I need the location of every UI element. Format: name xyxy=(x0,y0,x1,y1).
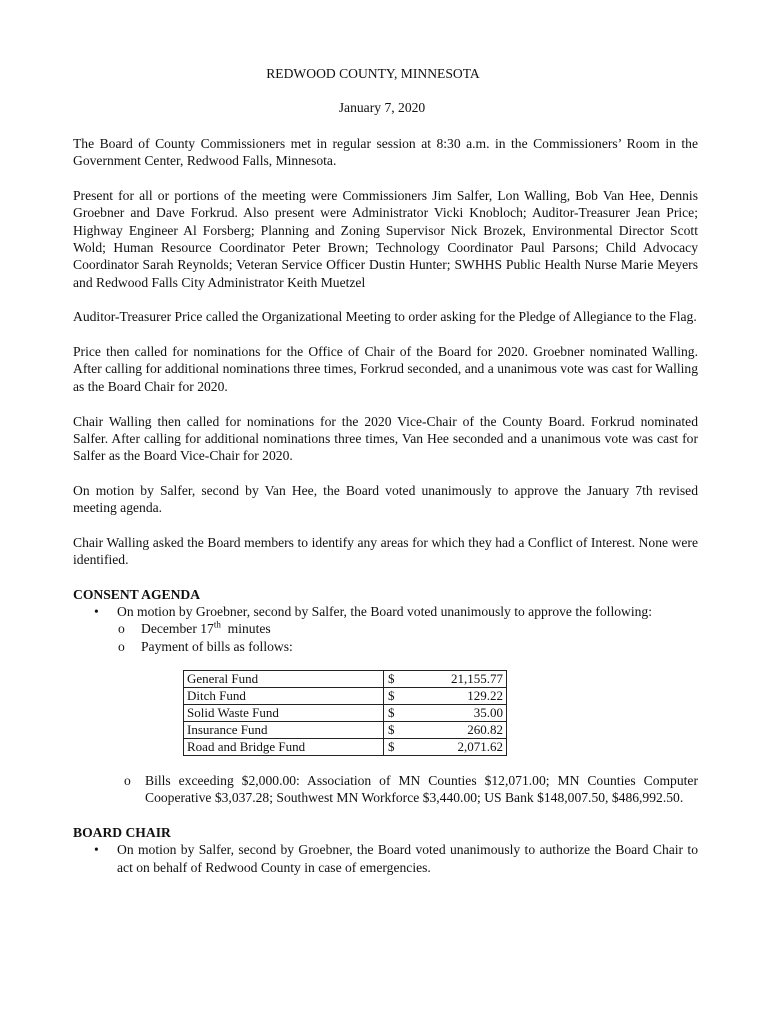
paragraph-session: The Board of County Commissioners met in regular session at 8:30 a.m. in the Commissioners’ Room in the Government Center, Redwood Falls, Minnesota. xyxy=(73,136,698,169)
board-chair-heading: BOARD CHAIR xyxy=(73,824,171,840)
fund-name: Road and Bridge Fund xyxy=(184,738,384,755)
paragraph-attendance: Present for all or portions of the meeting were Commissioners Jim Salfer, Lon Walling, Bob Van Hee, Dennis Groebner and Dave Forkrud. Also present were Administrator Vicki Knobloch; Auditor-Treasurer Jean Price; Highway Engineer Al Forsberg; Planning and Zoning Supervisor Nick Brozek, Environmental Director Scott Wold; Human Resource Coordinator Peter Brown; Technology Coordinator Paul Parsons; Child Advocacy Coordinator Sarah Reynolds; Veteran Service Officer Dustin Hunter; SWHHS Public Health Nurse Marie Meyers and Redwood Falls City Administrator Keith Muetzel xyxy=(73,188,698,290)
fund-amount-cell xyxy=(384,704,507,721)
sub-bullet-glyph: o xyxy=(118,638,125,654)
sub-bullet-glyph: o xyxy=(124,772,131,788)
minutes-date: December 17 xyxy=(141,621,214,637)
fund-name: General Fund xyxy=(184,670,384,687)
fund-amount-cell xyxy=(384,721,507,738)
bullet-glyph: • xyxy=(94,603,99,619)
fund-amount: 129.22 xyxy=(467,687,503,703)
bullet-glyph: • xyxy=(94,842,99,858)
board-chair-bullet xyxy=(73,841,698,876)
fund-name: Insurance Fund xyxy=(184,721,384,738)
paragraph-pledge: Auditor-Treasurer Price called the Organizational Meeting to order asking for the Pledge of Allegiance to the Flag. xyxy=(73,309,697,325)
payment-label: Payment of bills as follows: xyxy=(141,638,293,654)
minutes-date-suffix: th xyxy=(213,619,221,630)
consent-agenda-motion: On motion by Groebner, second by Salfer, the Board voted unanimously to approve the following: xyxy=(117,603,653,619)
fund-amount-cell xyxy=(384,738,507,755)
consent-agenda-heading: CONSENT AGENDA xyxy=(73,586,201,602)
bills-exceeding-text: Bills exceeding $2,000.00: Association of MN Counties $12,071.00; MN Counties Computer Cooperative $3,037.28; Southwest MN Workforce $3,440.00; US Bank $148,007.50, $486,992.50. xyxy=(145,772,698,806)
currency-symbol: $ xyxy=(388,738,395,754)
paragraph-vice-chair-nomination: Chair Walling then called for nominations for the 2020 Vice-Chair of the County Board. Forkrud nominated Salfer. After calling for additional nominations three times, Van Hee seconded and a unanimous vote was cast for Salfer as the Board Vice-Chair for 2020. xyxy=(73,413,698,464)
fund-amount-cell xyxy=(384,687,507,704)
bills-table xyxy=(183,670,507,756)
fund-amount: 21,155.77 xyxy=(451,670,503,686)
bills-exceeding-item xyxy=(73,772,698,807)
paragraph-agenda-approval: On motion by Salfer, second by Van Hee, the Board voted unanimously to approve the January 7th revised meeting agenda. xyxy=(73,482,698,516)
minutes-item xyxy=(73,620,698,637)
table-row xyxy=(184,670,507,687)
table-row xyxy=(184,721,507,738)
consent-agenda-bullet xyxy=(73,603,698,620)
minutes-body xyxy=(73,135,698,876)
payment-item xyxy=(73,638,698,655)
paragraph-chair-nomination: Price then called for nominations for the Office of Chair of the Board for 2020. Groebner nominated Walling. After calling for additional nominations three times, Forkrud seconded, and a unanimous vote was cast for Walling as the Board Chair for 2020. xyxy=(73,344,698,394)
paragraph-conflict-of-interest: Chair Walling asked the Board members to identify any areas for which they had a Conflict of Interest. None were identified. xyxy=(73,535,698,568)
minutes-label: minutes xyxy=(220,621,271,637)
fund-name: Solid Waste Fund xyxy=(184,704,384,721)
table-row xyxy=(184,738,507,755)
sub-bullet-glyph: o xyxy=(118,621,125,637)
table-row xyxy=(184,704,507,721)
currency-symbol: $ xyxy=(388,704,395,720)
fund-amount: 35.00 xyxy=(473,704,503,720)
table-row xyxy=(184,687,507,704)
currency-symbol: $ xyxy=(388,721,395,737)
currency-symbol: $ xyxy=(388,670,395,686)
board-chair-motion: On motion by Salfer, second by Groebner, the Board voted unanimously to authorize the Board Chair to act on behalf of Redwood County in case of emergencies. xyxy=(117,842,698,875)
fund-amount: 260.82 xyxy=(467,721,503,737)
fund-amount-cell xyxy=(384,670,507,687)
fund-amount: 2,071.62 xyxy=(457,738,503,754)
currency-symbol: $ xyxy=(388,687,395,703)
meeting-date: January 7, 2020 xyxy=(338,100,426,115)
fund-name: Ditch Fund xyxy=(184,687,384,704)
county-title: REDWOOD COUNTY, MINNESOTA xyxy=(266,66,480,81)
